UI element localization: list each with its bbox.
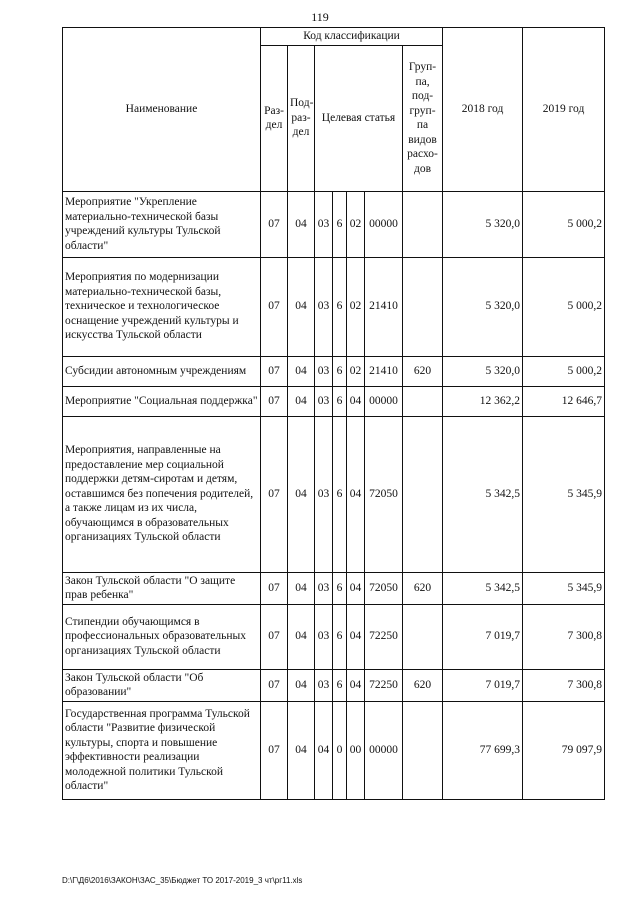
row-name: Мероприятие "Укрепление материально-технической базы учреждений культуры Тульской области" [63,191,261,257]
header-2019: 2019 год [523,28,605,192]
header-target: Целевая статья [315,45,403,191]
table-row [63,604,605,669]
row-target-2: 6 [333,572,347,604]
row-target-3: 02 [347,356,365,386]
row-group [403,416,443,572]
row-group [403,257,443,356]
row-target-2: 0 [333,701,347,799]
row-target-1: 03 [315,572,333,604]
row-group: 620 [403,572,443,604]
table-row [63,386,605,416]
row-target-3: 04 [347,386,365,416]
table-row [63,191,605,257]
header-row-1 [63,28,605,46]
row-target-4: 72050 [365,416,403,572]
row-value-2019: 7 300,8 [523,604,605,669]
row-value-2018: 7 019,7 [443,604,523,669]
row-podrazdel: 04 [288,701,315,799]
row-value-2018: 5 342,5 [443,416,523,572]
row-target-4: 00000 [365,386,403,416]
row-target-2: 6 [333,604,347,669]
row-target-1: 03 [315,604,333,669]
row-value-2019: 5 000,2 [523,191,605,257]
row-group [403,191,443,257]
row-podrazdel: 04 [288,191,315,257]
row-value-2019: 5 345,9 [523,572,605,604]
header-code: Код классификации [261,28,443,46]
row-razdel: 07 [261,191,288,257]
row-target-4: 21410 [365,356,403,386]
table-row [63,701,605,799]
row-name: Мероприятия по модернизации материально-технической базы, техническое и технологическое оснащение учреждений культуры и искусства Тульской области [63,257,261,356]
row-name: Стипендии обучающимся в профессиональных образовательных организациях Тульской области [63,604,261,669]
page-number: 119 [311,10,329,24]
row-target-4: 21410 [365,257,403,356]
row-name: Субсидии автономным учреждениям [63,356,261,386]
table-row [63,416,605,572]
row-target-1: 03 [315,191,333,257]
row-value-2018: 5 320,0 [443,191,523,257]
row-value-2019: 12 646,7 [523,386,605,416]
row-value-2018: 5 320,0 [443,356,523,386]
row-target-1: 03 [315,386,333,416]
row-target-1: 03 [315,257,333,356]
row-group: 620 [403,356,443,386]
row-podrazdel: 04 [288,257,315,356]
header-group: Груп- па, под- груп- па видов расхо- дов [403,45,443,191]
file-path-footer: D:\Г\Д6\2016\ЗАКОН\ЗАС_35\Бюджет ТО 2017-2019_3 чт\рг11.xls [62,876,303,885]
table-row [63,572,605,604]
row-target-4: 00000 [365,191,403,257]
row-target-3: 02 [347,257,365,356]
header-name: Наименование [63,28,261,192]
row-razdel: 07 [261,257,288,356]
row-value-2018: 77 699,3 [443,701,523,799]
row-name: Закон Тульской области "Об образовании" [63,669,261,701]
row-target-2: 6 [333,356,347,386]
row-value-2019: 79 097,9 [523,701,605,799]
row-group [403,604,443,669]
row-target-4: 72250 [365,669,403,701]
row-target-1: 03 [315,356,333,386]
row-name: Мероприятие "Социальная поддержка" [63,386,261,416]
row-target-3: 04 [347,669,365,701]
row-target-3: 04 [347,416,365,572]
row-target-2: 6 [333,191,347,257]
row-razdel: 07 [261,604,288,669]
row-target-2: 6 [333,669,347,701]
header-2018: 2018 год [443,28,523,192]
table-row [63,356,605,386]
row-razdel: 07 [261,572,288,604]
row-group: 620 [403,669,443,701]
row-value-2018: 12 362,2 [443,386,523,416]
row-target-1: 03 [315,416,333,572]
row-razdel: 07 [261,701,288,799]
row-target-1: 03 [315,669,333,701]
row-value-2019: 5 345,9 [523,416,605,572]
row-target-3: 04 [347,604,365,669]
row-razdel: 07 [261,416,288,572]
row-podrazdel: 04 [288,356,315,386]
header-razdel: Раз- дел [261,45,288,191]
row-target-3: 00 [347,701,365,799]
row-podrazdel: 04 [288,669,315,701]
table-row [63,669,605,701]
row-podrazdel: 04 [288,386,315,416]
header-podrazdel: Под- раз- дел [288,45,315,191]
budget-table [62,27,605,800]
row-group [403,701,443,799]
row-podrazdel: 04 [288,604,315,669]
row-group [403,386,443,416]
row-name: Мероприятия, направленные на предоставление мер социальной поддержки детям-сиротам и детям, оставшимся без попечения родителей, а также лицам из их числа, обучающимся в образовательных организациях Тульской области [63,416,261,572]
row-podrazdel: 04 [288,416,315,572]
row-value-2018: 5 342,5 [443,572,523,604]
row-value-2019: 7 300,8 [523,669,605,701]
row-name: Государственная программа Тульской области "Развитие физической культуры, спорта и повышение эффективности реализации молодежной политики Тульской области" [63,701,261,799]
row-target-4: 72250 [365,604,403,669]
row-name: Закон Тульской области "О защите прав ребенка" [63,572,261,604]
row-target-2: 6 [333,386,347,416]
row-value-2018: 7 019,7 [443,669,523,701]
row-target-3: 04 [347,572,365,604]
row-razdel: 07 [261,386,288,416]
row-value-2019: 5 000,2 [523,257,605,356]
row-razdel: 07 [261,669,288,701]
row-target-3: 02 [347,191,365,257]
row-value-2019: 5 000,2 [523,356,605,386]
row-target-1: 04 [315,701,333,799]
row-target-4: 00000 [365,701,403,799]
row-target-2: 6 [333,416,347,572]
row-podrazdel: 04 [288,572,315,604]
row-target-4: 72050 [365,572,403,604]
row-value-2018: 5 320,0 [443,257,523,356]
table-row [63,257,605,356]
row-razdel: 07 [261,356,288,386]
row-target-2: 6 [333,257,347,356]
